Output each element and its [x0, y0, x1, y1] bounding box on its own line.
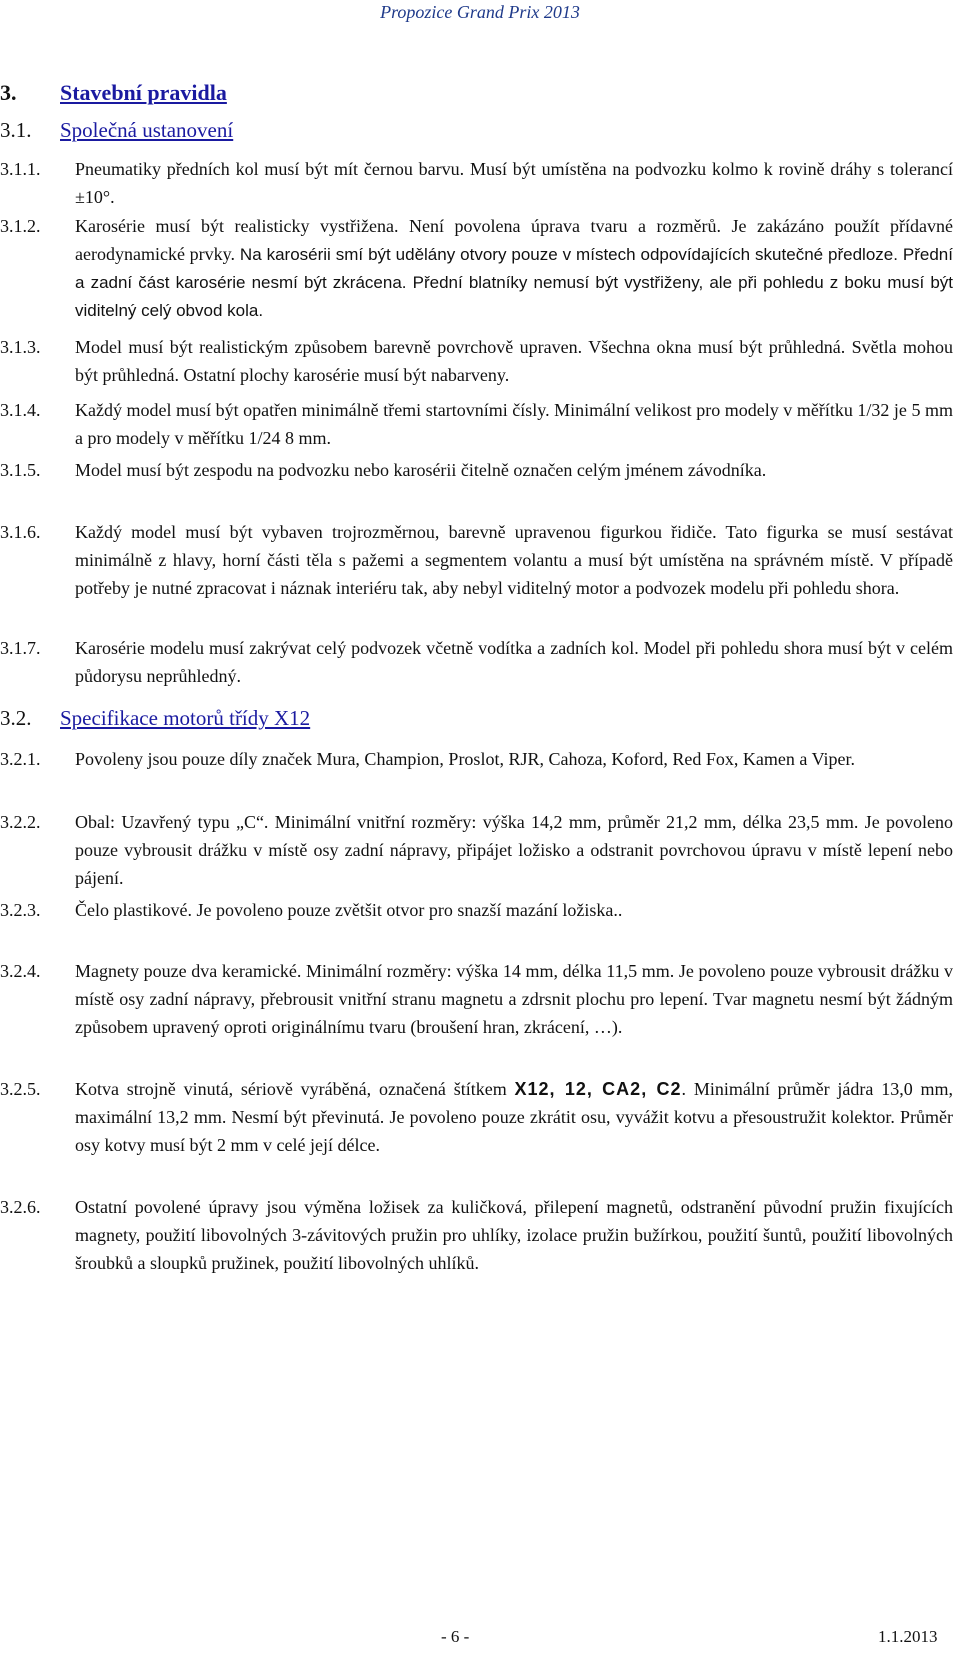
rule-number: 3.1.7.	[0, 638, 41, 658]
rule-3-2-4	[0, 957, 960, 1041]
page-number: - 6 -	[441, 1627, 470, 1646]
rule-text: Každý model musí být vybaven trojrozměrnou, barevně upravenou figurkou řidiče. Tato figurka se musí sestávat minimálně z hlavy, horní části těla s pažemi a segmentem volantu a musí být umístěna na správném místě. V případě potřeby je nutné zpracovat i náznak interiéru tak, aby nebyl viditelný motor a podvozek modelu při pohledu shora.	[75, 522, 953, 598]
rule-text-part: . Minimální průměr jádra 13,0 mm, maximální 13,2 mm. Nesmí být převinutá. Je povoleno pouze zkrátit osu, vyvážit kotvu a přesoustružit kolektor. Průměr osy kotvy musí být 2 mm v celé její délce.	[75, 1079, 954, 1155]
rule-text	[75, 212, 953, 324]
rule-3-1-1	[0, 155, 960, 211]
rule-3-2-5	[0, 1075, 960, 1159]
rule-text: Povoleny jsou pouze díly značek Mura, Champion, Proslot, RJR, Cahoza, Koford, Red Fox, Kamen a Viper.	[75, 749, 855, 769]
rule-number: 3.2.2.	[0, 812, 41, 832]
rule-3-2-3	[0, 896, 960, 924]
rule-3-1-7	[0, 634, 960, 690]
footer-date: 1.1.2013	[878, 1627, 938, 1646]
rule-number: 3.1.6.	[0, 522, 41, 542]
rule-text: Pneumatiky předních kol musí být mít černou barvu. Musí být umístěna na podvozku kolmo k rovině dráhy s tolerancí ±10°.	[75, 159, 953, 207]
section-number: 3.1.	[0, 118, 32, 142]
rule-3-1-6	[0, 518, 960, 602]
rule-text-part: Karosérie musí být realisticky vystřižena. Není povolena úprava tvaru a rozměrů. Je zakázáno použít přídavné aerodynamické prvky.	[75, 216, 953, 264]
rule-3-1-2	[0, 212, 960, 324]
rule-number: 3.2.4.	[0, 961, 41, 981]
section-title: Stavební pravidla	[60, 80, 227, 105]
rule-3-1-3	[0, 333, 960, 389]
rule-text: Magnety pouze dva keramické. Minimální rozměry: výška 14 mm, délka 11,5 mm. Je povoleno pouze vybrousit drážku v místě osy zadní nápravy, přebrousit vnitřní stranu magnetu a zdrsnit plochu pro lepení. Tvar magnetu nesmí být žádným způsobem upravený oproti originálnímu tvaru (broušení hran, zkrácení, …).	[75, 961, 953, 1037]
rule-number: 3.2.1.	[0, 749, 41, 769]
rule-number: 3.1.5.	[0, 460, 41, 480]
rule-text: Karosérie modelu musí zakrývat celý podvozek včetně vodítka a zadních kol. Model při pohledu shora musí být v celém půdorysu neprůhledný.	[75, 638, 953, 686]
rule-number: 3.1.1.	[0, 159, 41, 179]
rule-text: Čelo plastikové. Je povoleno pouze zvětšit otvor pro snazší mazání ložiska..	[75, 900, 623, 920]
rule-number: 3.1.2.	[0, 216, 41, 236]
rule-text: Každý model musí být opatřen minimálně třemi startovními čísly. Minimální velikost pro modely v měřítku 1/32 je 5 mm a pro modely v měřítku 1/24 8 mm.	[75, 400, 953, 448]
rule-number: 3.1.3.	[0, 337, 41, 357]
section-number: 3.2.	[0, 706, 32, 730]
rule-3-2-6	[0, 1193, 960, 1277]
rule-number: 3.2.5.	[0, 1079, 41, 1099]
rule-text: Model musí být zespodu na podvozku nebo karosérii čitelně označen celým jménem závodníka.	[75, 460, 767, 480]
rule-number: 3.2.6.	[0, 1197, 41, 1217]
rule-text-part: Kotva strojně vinutá, sériově vyráběná, označená štítkem	[75, 1079, 515, 1099]
rule-text-part: Na karosérii smí být udělány otvory pouze v místech odpovídajících skutečné předloze. Přední a zadní část karosérie nesmí být zkrácena. Přední blatníky nemusí být vystřiženy, ale při pohledu z boku musí být viditelný celý obvod kola.	[75, 245, 953, 320]
rule-3-1-5	[0, 456, 960, 484]
rule-text	[75, 1075, 953, 1159]
armature-labels: X12, 12, CA2, C2	[514, 1079, 682, 1099]
rule-number: 3.2.3.	[0, 900, 41, 920]
section-title: Společná ustanovení	[60, 118, 234, 142]
rule-text: Ostatní povolené úpravy jsou výměna ložisek za kuličková, přilepení magnetů, odstranění původní pružin fixujících magnety, použití libovolných 3-závitových pružin pro uhlíky, izolace pružin bužírkou, použití šuntů, použití libovolných šroubků a sloupků pružinek, použití libovolných uhlíků.	[75, 1197, 953, 1273]
rule-number: 3.1.4.	[0, 400, 41, 420]
rule-text: Model musí být realistickým způsobem barevně povrchově upraven. Všechna okna musí být průhledná. Světla mohou být průhledná. Ostatní plochy karosérie musí být nabarveny.	[75, 337, 953, 385]
rule-text: Obal: Uzavřený typu „C“. Minimální vnitřní rozměry: výška 14,2 mm, průměr 21,2 mm, délka 23,5 mm. Je povoleno pouze vybrousit drážku v místě osy zadní nápravy, připájet ložisko a odstranit povrchovou úpravu v místě lepení nebo pájení.	[75, 812, 953, 888]
section-number: 3.	[0, 80, 17, 105]
rule-3-1-4	[0, 396, 960, 452]
rule-3-2-1	[0, 745, 960, 773]
page-header: Propozice Grand Prix 2013	[380, 2, 580, 22]
section-title: Specifikace motorů třídy X12	[60, 706, 311, 730]
rule-3-2-2	[0, 808, 960, 892]
